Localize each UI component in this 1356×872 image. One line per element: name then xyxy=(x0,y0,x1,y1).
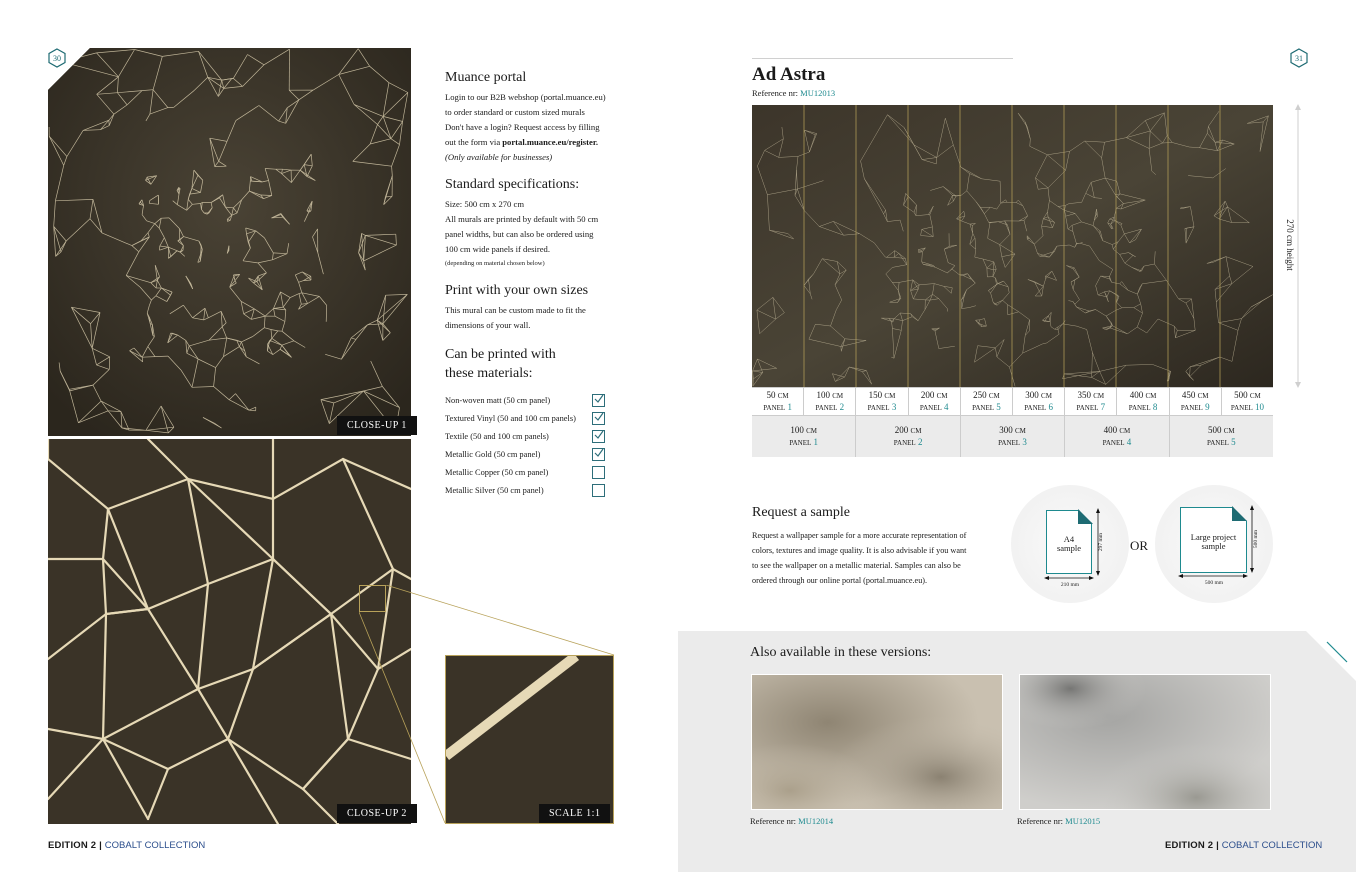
panel-row-100cm xyxy=(752,415,1273,457)
materials-list xyxy=(445,391,625,499)
panel-word: PANEL xyxy=(1024,403,1047,412)
reference-prefix: Reference nr: xyxy=(750,816,799,826)
page-number-left: 30 xyxy=(53,53,61,63)
panel-number-value: 4 xyxy=(944,401,949,412)
portal-register-line xyxy=(445,135,625,150)
footer-right xyxy=(1165,840,1322,851)
panel-number xyxy=(1222,402,1273,414)
panel-word: PANEL xyxy=(1128,403,1151,412)
material-label: Metallic Gold (50 cm panel) xyxy=(445,449,541,459)
panel-size-unit: CM xyxy=(1119,426,1131,435)
specs-line: panel widths, but can also be ordered using xyxy=(445,229,594,239)
panel-size xyxy=(909,390,960,402)
panel-word: PANEL xyxy=(1206,438,1229,447)
material-item xyxy=(445,463,605,481)
panel-number-value: 2 xyxy=(839,401,845,412)
panel-word: PANEL xyxy=(1076,403,1099,412)
info-column xyxy=(445,70,625,499)
panel-size-unit: CM xyxy=(777,391,789,400)
panel-word: PANEL xyxy=(998,438,1021,447)
panel-cell xyxy=(909,388,961,415)
panel-number-value: 6 xyxy=(1048,401,1053,412)
portal-text xyxy=(445,90,625,165)
panel-size-value: 100 xyxy=(816,389,830,400)
checkmark-icon xyxy=(594,430,604,442)
panel-size-value: 150 xyxy=(868,389,883,400)
closeup-2-label: CLOSE-UP 2 xyxy=(337,804,417,823)
version-reference xyxy=(1017,816,1100,826)
portal-line: Don't have a login? Request access by filling xyxy=(445,122,600,132)
version-thumbnail-mu12015[interactable] xyxy=(1019,674,1271,810)
panel-word: PANEL xyxy=(1230,403,1253,412)
panel-word: PANEL xyxy=(972,403,994,412)
corner-accent-line xyxy=(1325,640,1349,664)
panel-number xyxy=(856,437,959,449)
sample-text xyxy=(752,528,992,588)
a4-width-label: 210 mm xyxy=(1060,582,1080,588)
panel-size-value: 500 xyxy=(1208,424,1222,435)
material-checkbox[interactable] xyxy=(592,394,605,407)
panel-number-value: 7 xyxy=(1100,401,1106,412)
panel-size-unit: CM xyxy=(936,391,948,400)
panel-number xyxy=(909,402,960,414)
panel-number-value: 8 xyxy=(1152,401,1158,412)
closeup-2-image xyxy=(48,439,411,824)
large-label-line: sample xyxy=(1201,541,1226,551)
materials-heading-line: Can be printed with xyxy=(445,347,556,362)
closeup-1-image xyxy=(48,48,411,436)
panel-number-value: 3 xyxy=(1022,436,1027,447)
material-checkbox[interactable] xyxy=(592,448,605,461)
panel-size-unit: CM xyxy=(806,426,818,435)
panel-number-value: 3 xyxy=(891,401,897,412)
closeup-1-label: CLOSE-UP 1 xyxy=(337,416,417,435)
reference-prefix: Reference nr: xyxy=(752,88,801,98)
page-number-badge-left xyxy=(47,48,67,68)
materials-heading-line: these materials: xyxy=(445,366,533,381)
material-label: Metallic Copper (50 cm panel) xyxy=(445,467,549,477)
panel-number-value: 5 xyxy=(996,401,1001,412)
reference-code: MU12013 xyxy=(800,88,836,98)
large-label-line: Large project xyxy=(1190,532,1237,542)
panel-number xyxy=(1170,402,1221,414)
panel-size-unit: CM xyxy=(884,391,896,400)
panel-size-unit: CM xyxy=(1093,391,1105,400)
panel-number-value: 2 xyxy=(917,436,923,447)
material-label: Metallic Silver (50 cm panel) xyxy=(445,485,544,495)
version-thumbnail-mu12014[interactable] xyxy=(751,674,1003,810)
panel-cell xyxy=(1013,388,1065,415)
panel-size-value: 400 xyxy=(1129,389,1144,400)
panel-word: PANEL xyxy=(763,403,786,412)
footer-collection: COBALT COLLECTION xyxy=(1221,840,1323,851)
scale-label: SCALE 1:1 xyxy=(539,804,610,823)
panel-size-value: 450 xyxy=(1181,389,1196,400)
panel-size xyxy=(1065,425,1168,437)
panel-row-50cm xyxy=(752,387,1273,415)
panel-number xyxy=(1065,437,1168,449)
panel-size xyxy=(856,390,907,402)
panel-number xyxy=(1170,437,1273,449)
material-checkbox[interactable] xyxy=(592,412,605,425)
panel-size xyxy=(1222,390,1273,402)
footer-left xyxy=(48,840,205,851)
panel-cell xyxy=(856,416,960,457)
material-label: Textured Vinyl (50 and 100 cm panels) xyxy=(445,413,576,423)
panel-cell xyxy=(752,388,804,415)
reference-prefix: Reference nr: xyxy=(1017,816,1066,826)
panel-number-value: 4 xyxy=(1126,436,1132,447)
own-sizes-heading: Print with your own sizes xyxy=(445,283,589,298)
specs-text xyxy=(445,197,625,271)
panel-cell xyxy=(1170,416,1273,457)
panel-size-unit: CM xyxy=(1197,391,1209,400)
page-number-badge-right xyxy=(1289,48,1309,68)
a4-height-label: 297 mm xyxy=(1098,532,1104,552)
footer-collection: COBALT COLLECTION xyxy=(104,840,206,851)
reference-code[interactable]: MU12014 xyxy=(798,816,834,826)
panel-number xyxy=(752,402,803,414)
specs-note: (depending on material chosen below) xyxy=(445,260,545,267)
material-label: Non-woven matt (50 cm panel) xyxy=(445,395,551,405)
panel-size-value: 300 xyxy=(999,424,1013,435)
or-divider: OR xyxy=(1130,538,1149,553)
panel-size xyxy=(804,390,855,402)
panel-number-value: 1 xyxy=(787,401,792,412)
product-reference xyxy=(752,88,835,98)
panel-word: PANEL xyxy=(1180,403,1203,412)
panel-cell xyxy=(1170,388,1222,415)
material-item xyxy=(445,391,605,409)
panel-number-value: 1 xyxy=(813,436,819,447)
material-checkbox[interactable] xyxy=(592,484,605,497)
panel-size xyxy=(1170,390,1221,402)
sample-line: Request a wallpaper sample for a more accurate representation of xyxy=(752,531,967,540)
footer-edition: EDITION 2 | xyxy=(1165,840,1222,851)
versions-heading: Also available in these versions: xyxy=(750,645,932,660)
checkmark-icon xyxy=(594,412,604,424)
panel-size-value: 200 xyxy=(920,389,935,400)
panel-cell xyxy=(804,388,856,415)
panel-size-unit: CM xyxy=(1041,391,1052,400)
portal-heading: Muance portal xyxy=(445,70,527,85)
panel-cell xyxy=(856,388,908,415)
page-number-right: 31 xyxy=(1295,53,1303,63)
panel-size xyxy=(961,390,1012,402)
sample-heading: Request a sample xyxy=(752,505,850,520)
panel-word: PANEL xyxy=(815,403,838,412)
own-sizes-line: dimensions of your wall. xyxy=(445,320,531,330)
panel-word: PANEL xyxy=(1102,438,1125,447)
sample-line: to see the wallpaper on a metallic material. Samples can also be xyxy=(752,561,961,570)
specs-line: All murals are printed by default with 50 cm xyxy=(445,214,599,224)
sample-line: ordered through our online portal (portal.muance.eu). xyxy=(752,576,928,585)
panel-size-unit: CM xyxy=(988,391,1000,400)
panel-number xyxy=(961,437,1064,449)
panel-number xyxy=(1065,402,1116,414)
product-title: Ad Astra xyxy=(752,64,826,85)
panel-cell xyxy=(961,416,1065,457)
panel-number xyxy=(856,402,907,414)
large-width-label: 500 mm xyxy=(1204,580,1224,586)
portal-line: out the form via xyxy=(445,137,503,147)
panel-size xyxy=(752,425,855,437)
material-item xyxy=(445,409,605,427)
panel-size-unit: CM xyxy=(1014,426,1026,435)
panel-size xyxy=(1117,390,1168,402)
title-rule xyxy=(752,58,1013,59)
panel-size-value: 100 xyxy=(790,424,804,435)
panel-number xyxy=(752,437,855,449)
footer-edition: EDITION 2 | xyxy=(48,840,105,851)
specs-line: 100 cm wide panels if desired. xyxy=(445,244,551,254)
panel-size xyxy=(1065,390,1116,402)
material-item xyxy=(445,445,605,463)
panel-size xyxy=(1170,425,1273,437)
own-sizes-text xyxy=(445,303,625,333)
a4-dimension-arrows xyxy=(1044,508,1104,582)
panel-size-unit: CM xyxy=(1249,391,1261,400)
panel-size-value: 500 xyxy=(1234,389,1248,400)
a4-label-line: sample xyxy=(1056,543,1082,553)
panel-size-value: 200 xyxy=(894,424,909,435)
panel-size xyxy=(856,425,959,437)
large-dimension-arrows xyxy=(1178,505,1258,579)
checkmark-icon xyxy=(594,448,604,460)
material-checkbox[interactable] xyxy=(592,430,605,443)
material-label: Textile (50 and 100 cm panels) xyxy=(445,431,549,441)
panel-number-value: 5 xyxy=(1231,436,1236,447)
panel-size-value: 400 xyxy=(1103,424,1118,435)
panel-word: PANEL xyxy=(919,403,942,412)
panel-size-unit: CM xyxy=(832,391,844,400)
panel-number-value: 10 xyxy=(1255,401,1265,412)
panel-cell xyxy=(961,388,1013,415)
panel-cell xyxy=(1222,388,1273,415)
height-label: 270 cm height xyxy=(1285,219,1295,271)
panel-size xyxy=(961,425,1064,437)
material-item xyxy=(445,481,605,499)
panel-size xyxy=(1013,390,1064,402)
panel-number-value: 9 xyxy=(1205,401,1210,412)
panel-cell xyxy=(752,416,856,457)
panel-number xyxy=(1013,402,1064,414)
panel-number xyxy=(804,402,855,414)
portal-line: Login to our B2B webshop (portal.muance.eu) xyxy=(445,92,606,102)
panel-size xyxy=(752,390,803,402)
material-item xyxy=(445,427,605,445)
specs-heading: Standard specifications: xyxy=(445,177,580,192)
sample-line: colors, textures and image quality. It is also advisable if you want xyxy=(752,546,967,555)
panel-cell xyxy=(1065,388,1117,415)
panel-word: PANEL xyxy=(893,438,916,447)
panel-size-unit: CM xyxy=(1145,391,1157,400)
reference-code[interactable]: MU12015 xyxy=(1065,816,1101,826)
business-only-note: (Only available for businesses) xyxy=(445,152,553,162)
panel-number xyxy=(1117,402,1168,414)
panel-size-unit: CM xyxy=(910,426,922,435)
panel-word: PANEL xyxy=(789,438,812,447)
panel-size-value: 250 xyxy=(973,389,987,400)
portal-line: to order standard or custom sized murals xyxy=(445,107,585,117)
version-reference xyxy=(750,816,833,826)
panel-number xyxy=(961,402,1012,414)
material-checkbox[interactable] xyxy=(592,466,605,479)
panel-size-value: 300 xyxy=(1025,389,1039,400)
specs-line: Size: 500 cm x 270 cm xyxy=(445,199,525,209)
a4-label-line: A4 xyxy=(1063,534,1075,544)
scale-image xyxy=(445,655,614,824)
panel-cell xyxy=(1065,416,1169,457)
materials-heading xyxy=(445,345,625,383)
panel-size-unit: CM xyxy=(1223,426,1235,435)
panel-size-value: 350 xyxy=(1077,389,1091,400)
own-sizes-line: This mural can be custom made to fit the xyxy=(445,305,586,315)
panel-word: PANEL xyxy=(867,403,890,412)
large-height-label: 500 mm xyxy=(1253,529,1259,549)
panel-size-value: 50 xyxy=(766,389,776,400)
checkmark-icon xyxy=(594,394,604,406)
mural-preview-image xyxy=(752,105,1273,387)
register-link[interactable]: portal.muance.eu/register. xyxy=(502,137,598,147)
panel-cell xyxy=(1117,388,1169,415)
